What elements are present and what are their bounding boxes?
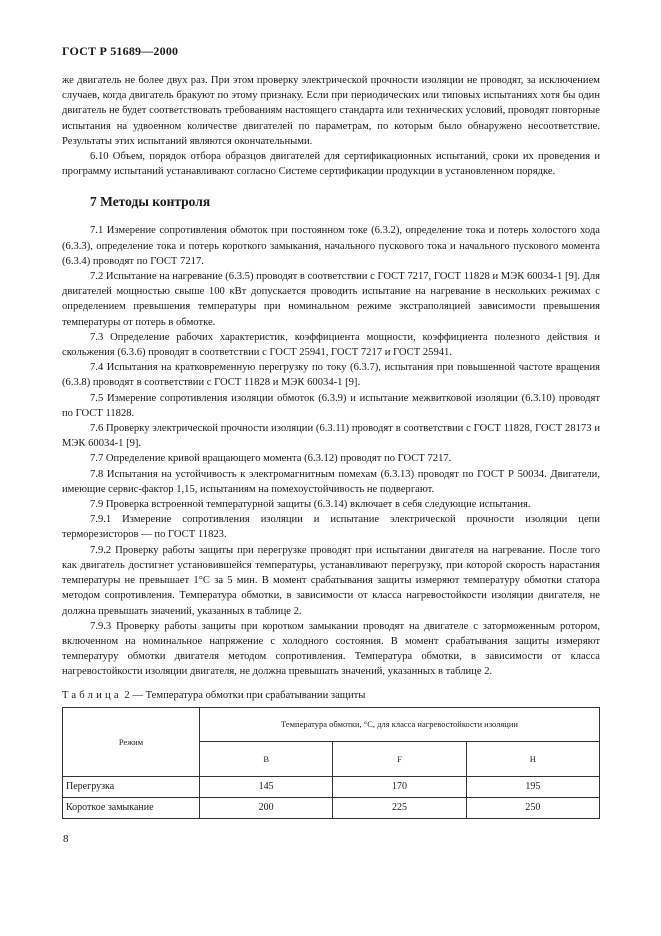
col-class-f: F (333, 741, 466, 776)
paragraph-7-1: 7.1 Измерение сопротивления обмоток при постоянном токе (6.3.2), определение тока и потерь холостого хода (6.3.3), определение тока и потерь короткого замыкания, начального пускового тока и начального пускового момента (6.3.4) проводят по ГОСТ 7217. (62, 225, 600, 267)
paragraph-continued: же двигатель не более двух раз. При этом проверку электрической прочности изоляции не проводят, за исключением случаев, когда двигатель бракуют по этому признаку. Если при периодических или типовых испытаниях хотя бы один двигатель не будет соответствовать требованиям настоящего стандарта или технических условий, проводят повторные испытания на удвоенном количестве двигателей по параметрам, по которым было обнаружено несоответствие. Результаты этих испытаний являются окончательными. (62, 75, 600, 147)
paragraph-7-5: 7.5 Измерение сопротивления изоляции обмоток (6.3.9) и испытание межвитковой изоляции (6.3.10) проводят по ГОСТ 11828. (62, 392, 600, 419)
paragraph-7-9-3: 7.9.3 Проверку работы защиты при коротком замыкании проводят на двигателе с заторможенным ротором, включенном на номинальное напряжение с холодного состояния. В момент срабатывания защиты измеряют температуру обмотки двигателя методом сопротивления. Температура обмотки, в зависимости от класса нагревостойкости изоляции двигателя, не должна превышать значений, указанных в таблице 2. (62, 620, 600, 678)
table-caption-text: 2 — Температура обмотки при срабатывании защиты (124, 689, 366, 701)
row-mode: Короткое замыкание (63, 797, 200, 818)
document-page (62, 44, 600, 819)
paragraph-7-3: 7.3 Определение рабочих характеристик, коэффициента мощности, коэффициента полезного действия и скольжения (6.3.6) проводят в соответствии с ГОСТ 25941, ГОСТ 7217 и ГОСТ 25941. (62, 331, 600, 359)
cell-value: 170 (333, 776, 466, 797)
table-caption-word: Таблица (62, 689, 122, 701)
temperature-table (62, 707, 600, 819)
paragraph-7-4: 7.4 Испытания на кратковременную перегрузку по току (6.3.7), испытания при повышенной частоте вращения (6.3.8) проводят в соответствии с ГОСТ 11828 и МЭК 60034-1 [9]. (62, 362, 600, 389)
cell-value: 195 (466, 776, 599, 797)
paragraph-6-10: 6.10 Объем, порядок отбора образцов двигателей для сертификационных испытаний, сроки их проведения и программу испытаний устанавливают согласно Системе сертификации продукции в установленном порядке. (62, 151, 600, 178)
table-row (63, 776, 600, 797)
doc-header: ГОСТ Р 51689—2000 (62, 44, 179, 58)
page-number: 8 (63, 833, 69, 845)
section-title: 7 Методы контроля (90, 194, 211, 210)
paragraph-7-9-1: 7.9.1 Измерение сопротивления изоляции и испытание электрической прочности изоляции цепи терморезисторов — по ГОСТ 11823. (62, 514, 600, 541)
cell-value: 225 (333, 797, 466, 818)
paragraph-7-8: 7.8 Испытания на устойчивость к электромагнитным помехам (6.3.13) проводят по ГОСТ Р 50034. Двигатели, имеющие сервис-фактор 1,15, испытаниям на помехоустойчивость не подвергают. (62, 468, 600, 495)
col-group-header: Температура обмотки, °С, для класса нагревостойкости изоляции (200, 707, 600, 741)
col-class-h: H (466, 741, 599, 776)
row-mode: Перегрузка (63, 776, 200, 797)
col-mode-header: Режим (63, 707, 200, 776)
paragraph-7-9: 7.9 Проверка встроенной температурной защиты (6.3.14) включает в себя следующие испытания. (90, 499, 531, 511)
paragraph-7-9-2: 7.9.2 Проверку работы защиты при перегрузке проводят при испытании двигателя на нагревание. После того как двигатель достигнет установившейся температуры, устанавливают перегрузку, при которой скорость нарастания температуры не превышает 1°С за 5 мин. В момент срабатывания защиты измеряют температуру обмотки статора методом сопротивления. Температура обмотки, в зависимости от класса нагревостойкости изоляции двигателя, не должна превышать значений, указанных в таблице 2. (62, 544, 600, 617)
table-caption (62, 690, 600, 701)
paragraph-7-7: 7.7 Определение кривой вращающего момента (6.3.12) проводят по ГОСТ 7217. (90, 453, 452, 465)
col-class-b: B (200, 741, 333, 776)
paragraph-7-2: 7.2 Испытание на нагревание (6.3.5) проводят в соответствии с ГОСТ 7217, ГОСТ 11828 и МЭК 60034-1 [9]. Для двигателей мощностью свыше 100 кВт допускается проводить испытание на нагревание в нескольких режимах с определением превышения температуры при номинальном режиме экстраполяцией зависимости превышения температуры от потерь в обмотке. (62, 271, 600, 328)
cell-value: 250 (466, 797, 599, 818)
table-row (63, 797, 600, 818)
cell-value: 200 (200, 797, 333, 818)
cell-value: 145 (200, 776, 333, 797)
paragraph-7-6: 7.6 Проверку электрической прочности изоляции (6.3.11) проводят в соответствии с ГОСТ 11828, ГОСТ 28173 и МЭК 60034-1 [9]. (62, 423, 600, 450)
